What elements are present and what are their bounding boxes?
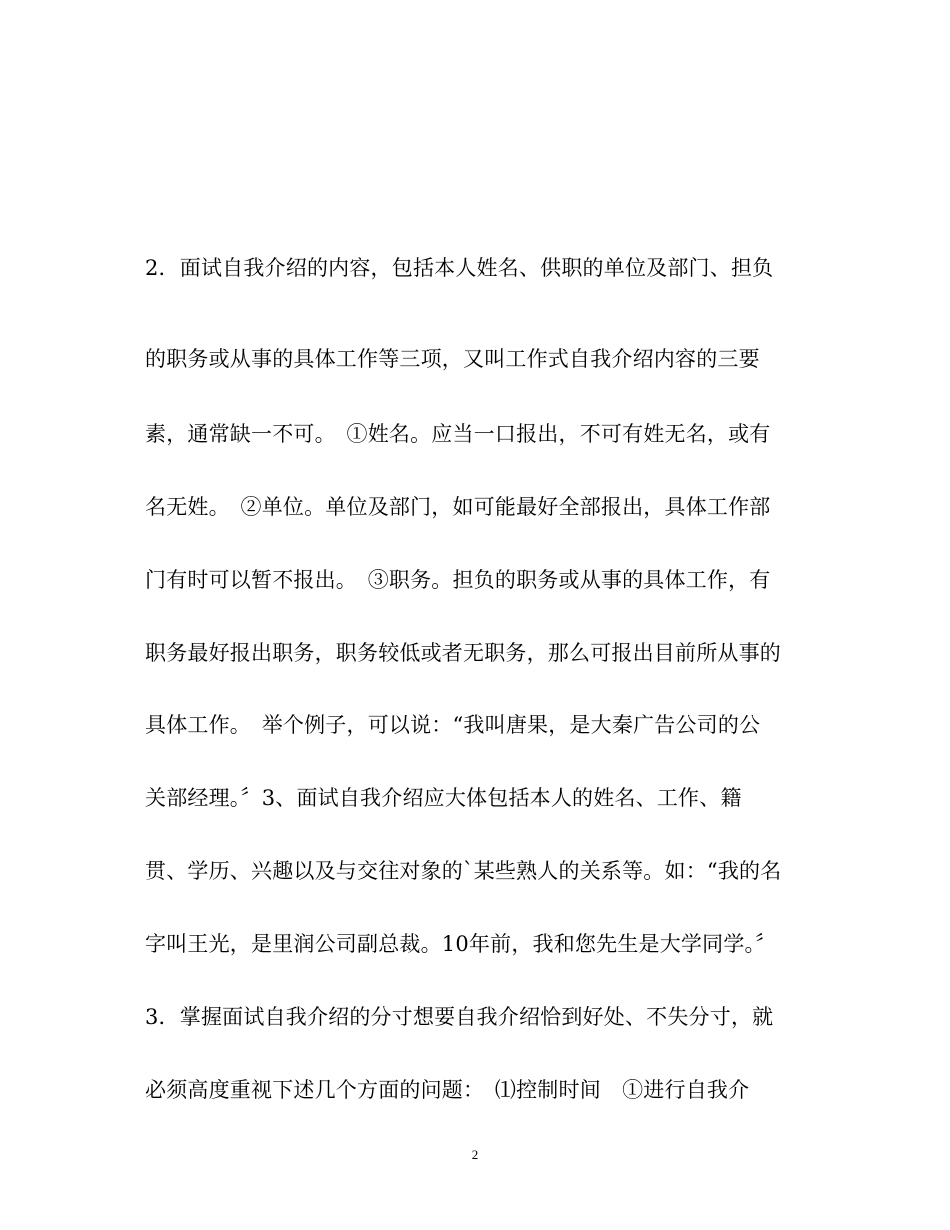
text-line: 3．掌握面试自我介绍的分寸想要自我介绍恰到好处、不失分寸，就	[145, 1005, 774, 1029]
text-line: 职务最好报出职务，职务较低或者无职务，那么可报出目前所从事的	[145, 641, 781, 665]
text-line: 素，通常缺一不可。 ①姓名。应当一口报出，不可有姓无名，或有	[145, 422, 771, 446]
text-line: 的职务或从事的具体工作等三项，又叫工作式自我介绍内容的三要	[145, 347, 760, 371]
page-number: 2	[471, 1147, 479, 1162]
text-line: 2．面试自我介绍的内容，包括本人姓名、供职的单位及部门、担负	[145, 256, 774, 280]
text-line: 门有时可以暂不报出。 ③职务。担负的职务或从事的具体工作，有	[145, 568, 771, 592]
text-line: 名无姓。 ②单位。单位及部门，如可能最好全部报出，具体工作部	[145, 495, 771, 519]
text-line: 字叫王光，是里润公司副总裁。10年前，我和您先生是大学同学。〞	[145, 932, 777, 956]
text-line: 具体工作。 举个例子，可以说：“我叫唐果，是大秦广告公司的公	[145, 713, 761, 737]
text-line: 关部经理。〞3、面试自我介绍应大体包括本人的姓名、工作、籍	[145, 786, 742, 810]
text-line: 贯、学历、兴趣以及与交往对象的`某些熟人的关系等。如：“我的名	[145, 859, 782, 883]
text-line: 必须高度重视下述几个方面的问题： ⑴控制时间 ①进行自我介	[145, 1078, 750, 1102]
